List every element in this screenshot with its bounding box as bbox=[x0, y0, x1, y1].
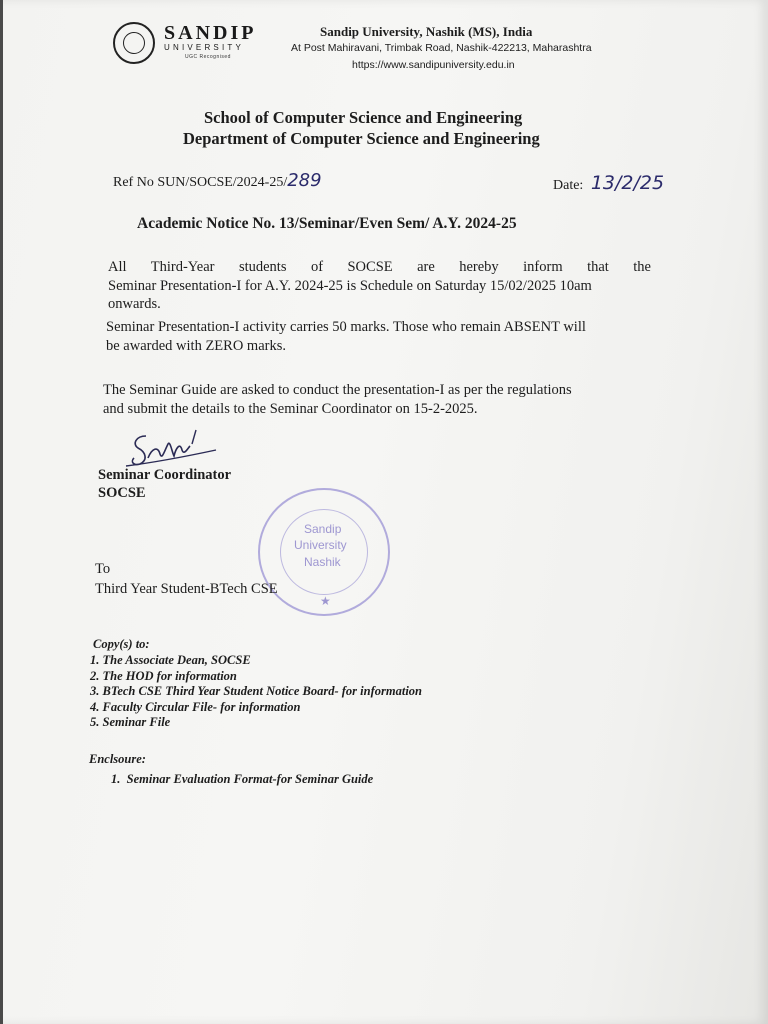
logo-subtitle: UNIVERSITY bbox=[164, 43, 245, 52]
copies-heading: Copy(s) to: bbox=[93, 637, 150, 651]
list-item: 1. The Associate Dean, SOCSE bbox=[90, 653, 251, 667]
body-line: All Third-Year students of SOCSE are hereby inform that the bbox=[108, 259, 651, 275]
date-field bbox=[553, 172, 664, 194]
body-paragraph-3 bbox=[103, 381, 663, 418]
list-item: 3. BTech CSE Third Year Student Notice Board- for information bbox=[90, 684, 422, 698]
recipient-label: To bbox=[95, 561, 111, 577]
body-paragraph-1 bbox=[108, 258, 651, 314]
body-paragraph-2 bbox=[106, 318, 666, 355]
date-label: Date: bbox=[553, 178, 584, 193]
stamp-line-1: Sandip bbox=[304, 522, 342, 536]
body-line: and submit the details to the Seminar Coordinator on 15-2-2025. bbox=[103, 400, 478, 417]
body-line: The Seminar Guide are asked to conduct the presentation-I as per the regulations bbox=[103, 382, 572, 398]
list-item: 5. Seminar File bbox=[90, 715, 171, 729]
body-line: be awarded with ZERO marks. bbox=[106, 337, 286, 354]
reference-label: Ref No SUN/SOCSE/2024-25/ bbox=[113, 175, 288, 190]
scan-edge-line bbox=[0, 0, 3, 1024]
enclosure-heading: Enclsoure: bbox=[89, 752, 146, 766]
body-line: Seminar Presentation-I activity carries 50 marks. Those who remain ABSENT will bbox=[106, 319, 586, 335]
body-line: Seminar Presentation-I for A.Y. 2024-25 is Schedule on Saturday 15/02/2025 10am bbox=[108, 277, 592, 294]
list-item: 4. Faculty Circular File- for information bbox=[90, 699, 301, 714]
reference-handwritten-number: 289 bbox=[287, 170, 322, 191]
logo-ugc-note: UGC Recognised bbox=[185, 54, 231, 60]
copies-list bbox=[90, 653, 422, 731]
stamp-star-icon: ★ bbox=[320, 594, 331, 608]
recipient-name: Third Year Student-BTech CSE bbox=[95, 581, 278, 597]
stamp-line-2: University bbox=[294, 538, 347, 552]
handwritten-signature bbox=[118, 422, 228, 472]
signatory-department: SOCSE bbox=[98, 485, 146, 501]
stamp-line-3: Nashik bbox=[304, 555, 341, 569]
school-name: School of Computer Science and Engineering bbox=[204, 108, 523, 127]
body-line: onwards. bbox=[108, 296, 161, 312]
university-address: At Post Mahiravani, Trimbak Road, Nashik-422213, Maharashtra bbox=[291, 42, 592, 54]
enclosure-item: 1. Seminar Evaluation Format-for Seminar Guide bbox=[111, 772, 374, 786]
department-name: Department of Computer Science and Engineering bbox=[183, 129, 540, 148]
notice-title: Academic Notice No. 13/Seminar/Even Sem/ A.Y. 2024-25 bbox=[137, 215, 517, 232]
date-handwritten-value: 13/2/25 bbox=[590, 172, 665, 194]
university-url: https://www.sandipuniversity.edu.in bbox=[352, 59, 515, 71]
logo-wordmark: SANDIP bbox=[164, 22, 257, 44]
university-name: Sandip University, Nashik (MS), India bbox=[320, 24, 533, 39]
university-logo-icon bbox=[113, 22, 155, 64]
list-item: 2. The HOD for information bbox=[90, 668, 237, 683]
signatory-title: Seminar Coordinator bbox=[98, 467, 232, 483]
reference-number bbox=[113, 170, 322, 191]
